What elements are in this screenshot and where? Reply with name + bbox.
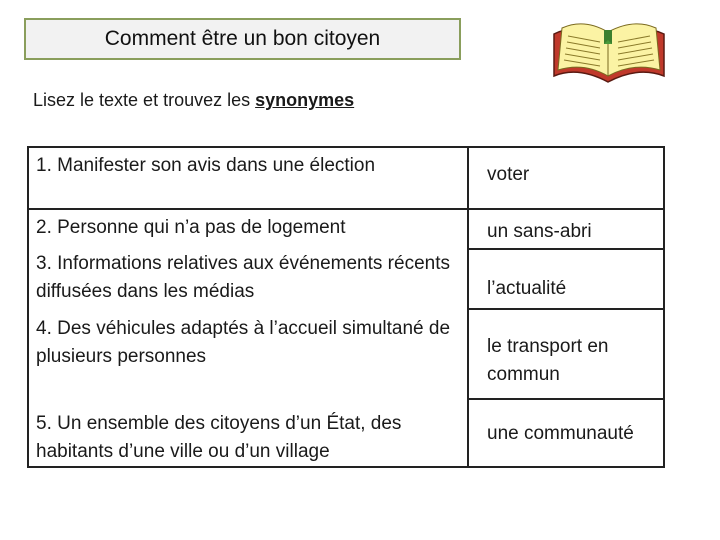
- instructions: [33, 90, 354, 111]
- question-5: 5. Un ensemble des citoyens d’un État, des habitants d’une ville ou d’un village: [36, 413, 402, 462]
- open-book-icon: [548, 14, 670, 90]
- row-divider: [467, 398, 665, 400]
- answer-2: un sans-abri: [487, 221, 592, 242]
- instructions-text: Lisez le texte et trouvez les: [33, 90, 256, 110]
- question-4: 4. Des véhicules adaptés à l’accueil simultané de plusieurs personnes: [36, 318, 451, 367]
- answer-5: une communauté: [487, 423, 634, 444]
- question-3: 3. Informations relatives aux événements récents diffusées dans les médias: [36, 253, 450, 302]
- row-divider: [467, 308, 665, 310]
- row-divider: [27, 208, 665, 210]
- page-title-box: [24, 18, 461, 60]
- answer-4: le transport en commun: [487, 336, 609, 385]
- page-title: Comment être un bon citoyen: [104, 27, 381, 50]
- synonyms-table: [27, 146, 665, 468]
- instructions-keyword: synonymes: [255, 90, 355, 110]
- question-2: 2. Personne qui n’a pas de logement: [36, 217, 346, 238]
- answer-3: l’actualité: [487, 278, 567, 299]
- row-divider: [467, 248, 665, 250]
- answer-1: voter: [487, 164, 530, 185]
- question-1: 1. Manifester son avis dans une élection: [36, 155, 376, 176]
